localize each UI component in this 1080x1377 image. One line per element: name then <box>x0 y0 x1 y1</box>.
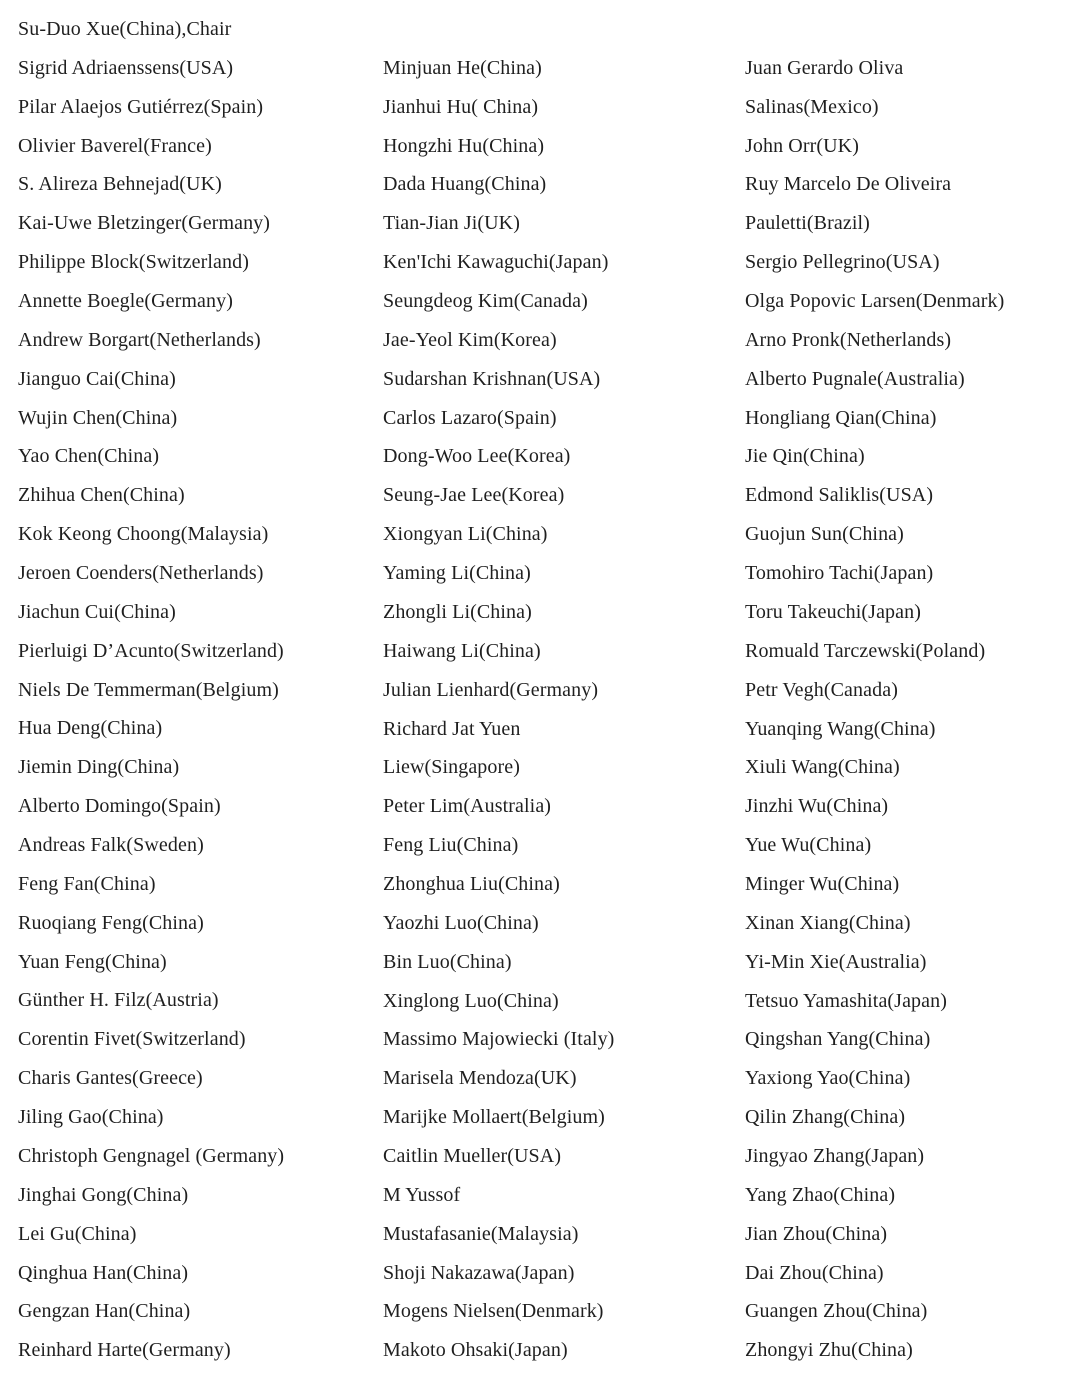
list-item: Jie Qin(China) <box>745 445 865 468</box>
list-item: Olivier Baverel(France) <box>18 134 212 157</box>
list-item: Jinzhi Wu(China) <box>745 795 889 818</box>
list-item: Yuan Feng(China) <box>18 950 167 973</box>
list-item: M Yussof <box>383 1183 461 1206</box>
list-item: Sigrid Adriaenssens(USA) <box>18 56 234 79</box>
list-item: Yaozhi Luo(China) <box>383 911 539 934</box>
list-item: Hua Deng(China) <box>18 717 163 740</box>
list-item: Mustafasanie(Malaysia) <box>383 1222 579 1245</box>
list-item: Jingyao Zhang(Japan) <box>745 1144 925 1167</box>
list-item: Juan Gerardo Oliva <box>745 56 904 79</box>
list-item: Yang Zhao(China) <box>745 1183 896 1206</box>
list-item: Yuanqing Wang(China) <box>745 717 936 740</box>
list-item: Günther H. Filz(Austria) <box>18 989 219 1012</box>
list-item: Jianhui Hu( China) <box>383 95 539 118</box>
list-item: Minjuan He(China) <box>383 56 542 79</box>
list-item: Tomohiro Tachi(Japan) <box>745 562 934 585</box>
list-item: Bin Luo(China) <box>383 950 512 973</box>
list-item: Peter Lim(Australia) <box>383 795 552 818</box>
list-item: Reinhard Harte(Germany) <box>18 1339 231 1362</box>
list-item: Marisela Mendoza(UK) <box>383 1067 577 1090</box>
list-item: Xinglong Luo(China) <box>383 989 559 1012</box>
list-item: Hongzhi Hu(China) <box>383 134 545 157</box>
member-column-3 <box>745 49 1004 1370</box>
member-column-1 <box>18 10 284 1370</box>
list-item: Jae-Yeol Kim(Korea) <box>383 328 557 351</box>
list-item: Wujin Chen(China) <box>18 406 178 429</box>
list-item: Caitlin Mueller(USA) <box>383 1144 562 1167</box>
list-item: Julian Lienhard(Germany) <box>383 678 599 701</box>
list-item: Toru Takeuchi(Japan) <box>745 600 921 623</box>
list-item: Feng Fan(China) <box>18 872 156 895</box>
list-item: Jiachun Cui(China) <box>18 600 176 623</box>
list-item: Jiemin Ding(China) <box>18 756 180 779</box>
list-item: Petr Vegh(Canada) <box>745 678 898 701</box>
list-item: Hongliang Qian(China) <box>745 406 937 429</box>
list-item: Pierluigi D’Acunto(Switzerland) <box>18 639 284 662</box>
list-item: Romuald Tarczewski(Poland) <box>745 639 986 662</box>
list-item: Tian-Jian Ji(UK) <box>383 212 520 235</box>
list-item: Lei Gu(China) <box>18 1222 137 1245</box>
list-item: Yue Wu(China) <box>745 834 872 857</box>
list-item: Massimo Majowiecki (Italy) <box>383 1028 615 1051</box>
list-item: Ruy Marcelo De Oliveira <box>745 173 952 196</box>
list-item: Feng Liu(China) <box>383 834 519 857</box>
list-item: Corentin Fivet(Switzerland) <box>18 1028 246 1051</box>
list-item: Haiwang Li(China) <box>383 639 541 662</box>
list-item: S. Alireza Behnejad(UK) <box>18 173 222 196</box>
list-item: Zhihua Chen(China) <box>18 484 185 507</box>
list-item: Liew(Singapore) <box>383 756 521 779</box>
list-item: Xiongyan Li(China) <box>383 523 548 546</box>
list-item: Su-Duo Xue(China),Chair <box>18 18 232 40</box>
list-item: Annette Boegle(Germany) <box>18 290 233 313</box>
list-item: Kai-Uwe Bletzinger(Germany) <box>18 212 271 235</box>
list-item: Niels De Temmerman(Belgium) <box>18 678 279 701</box>
list-item: Dai Zhou(China) <box>745 1261 884 1284</box>
list-item: Pilar Alaejos Gutiérrez(Spain) <box>18 95 264 118</box>
list-item: Qinghua Han(China) <box>18 1261 189 1284</box>
list-item: Yi-Min Xie(Australia) <box>745 950 927 973</box>
list-item: Makoto Ohsaki(Japan) <box>383 1339 568 1362</box>
list-item: Kok Keong Choong(Malaysia) <box>18 523 269 546</box>
list-item: Tetsuo Yamashita(Japan) <box>745 989 947 1012</box>
list-item: Xiuli Wang(China) <box>745 756 900 779</box>
list-item: Charis Gantes(Greece) <box>18 1067 203 1090</box>
list-item: Xinan Xiang(China) <box>745 911 911 934</box>
list-item: Sergio Pellegrino(USA) <box>745 251 940 274</box>
list-item: Salinas(Mexico) <box>745 95 879 118</box>
list-item: Seungdeog Kim(Canada) <box>383 290 588 313</box>
list-item: Shoji Nakazawa(Japan) <box>383 1261 575 1284</box>
list-item: Gengzan Han(China) <box>18 1300 191 1323</box>
list-item: Jian Zhou(China) <box>745 1222 888 1245</box>
list-item: Qilin Zhang(China) <box>745 1106 906 1129</box>
list-item: Pauletti(Brazil) <box>745 212 870 235</box>
list-item: Minger Wu(China) <box>745 872 900 895</box>
list-item: Guojun Sun(China) <box>745 523 904 546</box>
list-item: Jeroen Coenders(Netherlands) <box>18 562 264 585</box>
list-item: Dong-Woo Lee(Korea) <box>383 445 571 468</box>
list-item: Edmond Saliklis(USA) <box>745 484 934 507</box>
list-item: Jianguo Cai(China) <box>18 367 176 390</box>
list-item: Mogens Nielsen(Denmark) <box>383 1300 604 1323</box>
list-item: Carlos Lazaro(Spain) <box>383 406 557 429</box>
list-item: Andreas Falk(Sweden) <box>18 834 204 857</box>
list-item: Yaxiong Yao(China) <box>745 1067 911 1090</box>
list-item: Marijke Mollaert(Belgium) <box>383 1106 605 1129</box>
list-item: Zhongli Li(China) <box>383 600 532 623</box>
list-item: Zhongyi Zhu(China) <box>745 1339 913 1362</box>
list-item: Qingshan Yang(China) <box>745 1028 931 1051</box>
list-item: Guangen Zhou(China) <box>745 1300 928 1323</box>
list-item: John Orr(UK) <box>745 134 859 157</box>
list-item: Jinghai Gong(China) <box>18 1183 189 1206</box>
list-item: Christoph Gengnagel (Germany) <box>18 1144 285 1167</box>
list-item: Olga Popovic Larsen(Denmark) <box>745 290 1005 313</box>
list-item: Ken'Ichi Kawaguchi(Japan) <box>383 251 609 274</box>
list-item: Philippe Block(Switzerland) <box>18 251 249 274</box>
list-item: Seung-Jae Lee(Korea) <box>383 484 565 507</box>
list-item: Jiling Gao(China) <box>18 1106 164 1129</box>
list-item: Ruoqiang Feng(China) <box>18 911 204 934</box>
list-item: Yaming Li(China) <box>383 562 531 585</box>
member-column-2 <box>383 49 614 1370</box>
list-item: Dada Huang(China) <box>383 173 547 196</box>
list-item: Richard Jat Yuen <box>383 717 521 740</box>
list-item: Zhonghua Liu(China) <box>383 872 560 895</box>
list-item: Andrew Borgart(Netherlands) <box>18 328 261 351</box>
list-item: Sudarshan Krishnan(USA) <box>383 367 601 390</box>
list-item: Arno Pronk(Netherlands) <box>745 328 952 351</box>
list-item: Alberto Domingo(Spain) <box>18 795 221 818</box>
list-item: Alberto Pugnale(Australia) <box>745 367 965 390</box>
list-item: Yao Chen(China) <box>18 445 160 468</box>
